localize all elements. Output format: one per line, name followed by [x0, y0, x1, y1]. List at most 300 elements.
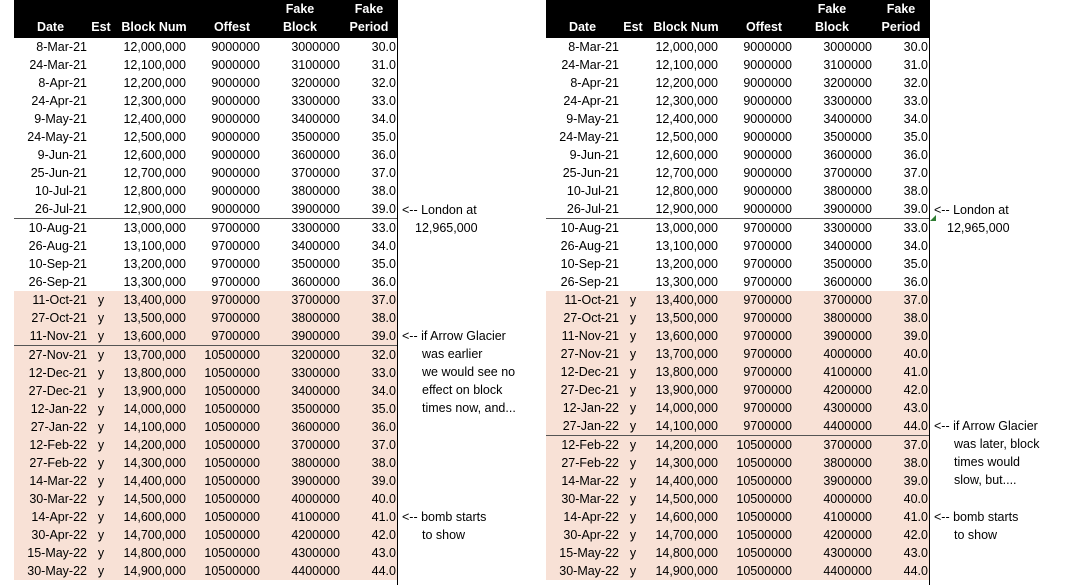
row-block-num[interactable]: 14,600,000 — [655, 510, 718, 524]
row-block-num[interactable]: 12,900,000 — [123, 202, 186, 216]
row-offset[interactable]: 9700000 — [211, 221, 260, 235]
row-fake-block[interactable]: 3500000 — [291, 402, 340, 416]
row-date[interactable]: 24-May-21 — [559, 130, 619, 144]
row-block-num[interactable]: 12,900,000 — [655, 202, 718, 216]
row-offset[interactable]: 9000000 — [211, 148, 260, 162]
row-fake-period[interactable]: 44.0 — [371, 564, 396, 578]
row-fake-period[interactable]: 41.0 — [903, 510, 928, 524]
row-date[interactable]: 30-May-22 — [559, 564, 619, 578]
row-est[interactable] — [94, 273, 108, 291]
row-fake-period[interactable]: 32.0 — [371, 348, 396, 362]
row-fake-period[interactable]: 33.0 — [371, 366, 396, 380]
row-est[interactable]: y — [629, 474, 637, 488]
row-est[interactable]: y — [97, 492, 105, 506]
row-fake-period[interactable]: 36.0 — [371, 420, 396, 434]
row-offset[interactable]: 10500000 — [204, 366, 260, 380]
row-block-num[interactable]: 13,500,000 — [123, 311, 186, 325]
row-date[interactable]: 26-Jul-21 — [566, 202, 619, 216]
row-date[interactable]: 27-Nov-21 — [560, 347, 619, 361]
row-est[interactable]: y — [97, 329, 105, 343]
row-block-num[interactable]: 13,100,000 — [655, 239, 718, 253]
row-block-num[interactable]: 14,400,000 — [123, 474, 186, 488]
row-est[interactable]: y — [629, 456, 637, 470]
row-date[interactable]: 11-Nov-21 — [561, 329, 619, 343]
row-est[interactable]: y — [97, 510, 105, 524]
row-date[interactable]: 27-Dec-21 — [28, 384, 87, 398]
row-offset[interactable]: 10500000 — [204, 384, 260, 398]
row-fake-block[interactable]: 4100000 — [291, 510, 340, 524]
row-date[interactable]: 24-Apr-21 — [563, 94, 619, 108]
row-block-num[interactable]: 14,200,000 — [123, 438, 186, 452]
row-date[interactable]: 12-Jan-22 — [30, 402, 87, 416]
row-block-num[interactable]: 13,400,000 — [123, 293, 186, 307]
row-est[interactable]: y — [97, 564, 105, 578]
row-offset[interactable]: 9700000 — [743, 293, 792, 307]
row-est[interactable]: y — [97, 402, 105, 416]
row-est[interactable] — [94, 164, 108, 182]
row-est[interactable] — [626, 92, 640, 110]
row-fake-period[interactable]: 37.0 — [371, 166, 396, 180]
row-fake-period[interactable]: 40.0 — [903, 347, 928, 361]
row-fake-period[interactable]: 39.0 — [371, 474, 396, 488]
row-fake-block[interactable]: 3700000 — [823, 438, 872, 452]
row-fake-block[interactable]: 3700000 — [823, 293, 872, 307]
row-offset[interactable]: 10500000 — [204, 438, 260, 452]
row-fake-period[interactable]: 38.0 — [371, 184, 396, 198]
row-fake-period[interactable]: 36.0 — [903, 275, 928, 289]
row-date[interactable]: 10-Sep-21 — [560, 257, 619, 271]
row-est[interactable] — [94, 237, 108, 255]
row-date[interactable]: 30-Apr-22 — [31, 528, 87, 542]
row-offset[interactable]: 9700000 — [743, 329, 792, 343]
row-fake-period[interactable]: 42.0 — [903, 528, 928, 542]
row-offset[interactable]: 10500000 — [204, 564, 260, 578]
row-block-num[interactable]: 13,400,000 — [655, 293, 718, 307]
row-offset[interactable]: 9000000 — [743, 148, 792, 162]
row-date[interactable]: 30-Mar-22 — [29, 492, 87, 506]
row-est[interactable] — [94, 200, 108, 218]
row-fake-block[interactable]: 3900000 — [823, 474, 872, 488]
row-fake-block[interactable]: 3800000 — [823, 311, 872, 325]
row-est[interactable]: y — [629, 419, 637, 433]
row-fake-block[interactable]: 3100000 — [823, 58, 872, 72]
row-fake-block[interactable]: 4000000 — [291, 492, 340, 506]
row-fake-block[interactable]: 4000000 — [823, 347, 872, 361]
row-fake-block[interactable]: 3100000 — [291, 58, 340, 72]
row-block-num[interactable]: 14,100,000 — [123, 420, 186, 434]
row-fake-period[interactable]: 43.0 — [903, 546, 928, 560]
row-offset[interactable]: 10500000 — [204, 420, 260, 434]
row-offset[interactable]: 9000000 — [211, 166, 260, 180]
row-fake-period[interactable]: 39.0 — [903, 329, 928, 343]
row-fake-period[interactable]: 37.0 — [371, 293, 396, 307]
row-offset[interactable]: 10500000 — [736, 510, 792, 524]
row-offset[interactable]: 9700000 — [211, 275, 260, 289]
row-fake-block[interactable]: 4100000 — [823, 365, 872, 379]
row-date[interactable]: 30-Mar-22 — [561, 492, 619, 506]
row-est[interactable]: y — [97, 366, 105, 380]
row-block-num[interactable]: 12,000,000 — [123, 40, 186, 54]
row-fake-period[interactable]: 33.0 — [903, 221, 928, 235]
row-fake-block[interactable]: 4200000 — [291, 528, 340, 542]
row-fake-block[interactable]: 3800000 — [291, 184, 340, 198]
row-date[interactable]: 10-Aug-21 — [28, 221, 87, 235]
row-fake-block[interactable]: 3200000 — [291, 76, 340, 90]
row-offset[interactable]: 9700000 — [211, 239, 260, 253]
row-fake-period[interactable]: 37.0 — [903, 166, 928, 180]
row-block-num[interactable]: 13,200,000 — [655, 257, 718, 271]
row-fake-block[interactable]: 3900000 — [291, 474, 340, 488]
row-fake-block[interactable]: 3300000 — [291, 94, 340, 108]
row-date[interactable]: 24-Mar-21 — [561, 58, 619, 72]
row-est[interactable] — [94, 219, 108, 237]
row-block-num[interactable]: 13,900,000 — [123, 384, 186, 398]
row-fake-block[interactable]: 3600000 — [291, 275, 340, 289]
row-block-num[interactable]: 14,800,000 — [655, 546, 718, 560]
row-date[interactable]: 24-May-21 — [27, 130, 87, 144]
row-fake-block[interactable]: 3300000 — [823, 221, 872, 235]
row-est[interactable] — [626, 200, 640, 218]
row-date[interactable]: 14-Apr-22 — [563, 510, 619, 524]
row-offset[interactable]: 9000000 — [211, 76, 260, 90]
row-offset[interactable]: 9000000 — [743, 40, 792, 54]
row-offset[interactable]: 10500000 — [204, 528, 260, 542]
row-fake-block[interactable]: 4400000 — [823, 419, 872, 433]
row-block-num[interactable]: 13,800,000 — [123, 366, 186, 380]
row-date[interactable]: 8-Apr-21 — [38, 76, 87, 90]
row-fake-block[interactable]: 3400000 — [291, 239, 340, 253]
row-offset[interactable]: 9000000 — [743, 94, 792, 108]
row-offset[interactable]: 9000000 — [211, 202, 260, 216]
row-fake-period[interactable]: 37.0 — [371, 438, 396, 452]
row-block-num[interactable]: 12,200,000 — [123, 76, 186, 90]
row-date[interactable]: 24-Mar-21 — [29, 58, 87, 72]
row-fake-period[interactable]: 33.0 — [903, 94, 928, 108]
row-block-num[interactable]: 12,600,000 — [655, 148, 718, 162]
row-block-num[interactable]: 12,500,000 — [123, 130, 186, 144]
row-offset[interactable]: 10500000 — [204, 456, 260, 470]
row-block-num[interactable]: 14,900,000 — [655, 564, 718, 578]
row-offset[interactable]: 9000000 — [743, 202, 792, 216]
row-date[interactable]: 27-Oct-21 — [31, 311, 87, 325]
row-offset[interactable]: 9700000 — [743, 401, 792, 415]
row-est[interactable] — [94, 128, 108, 146]
row-est[interactable] — [94, 146, 108, 164]
row-fake-block[interactable]: 3500000 — [291, 130, 340, 144]
row-fake-block[interactable]: 3200000 — [823, 76, 872, 90]
row-block-num[interactable]: 14,800,000 — [123, 546, 186, 560]
row-block-num[interactable]: 14,900,000 — [123, 564, 186, 578]
row-fake-period[interactable]: 40.0 — [903, 492, 928, 506]
row-fake-period[interactable]: 31.0 — [371, 58, 396, 72]
row-est[interactable] — [626, 146, 640, 164]
row-block-num[interactable]: 14,500,000 — [123, 492, 186, 506]
row-fake-block[interactable]: 3800000 — [291, 311, 340, 325]
row-date[interactable]: 12-Dec-21 — [560, 365, 619, 379]
row-fake-period[interactable]: 39.0 — [903, 202, 928, 216]
row-fake-period[interactable]: 32.0 — [371, 76, 396, 90]
row-block-num[interactable]: 13,700,000 — [123, 348, 186, 362]
row-date[interactable]: 15-May-22 — [559, 546, 619, 560]
row-offset[interactable]: 9000000 — [743, 184, 792, 198]
row-offset[interactable]: 10500000 — [736, 528, 792, 542]
row-date[interactable]: 10-Jul-21 — [34, 184, 87, 198]
row-fake-block[interactable]: 4200000 — [823, 528, 872, 542]
row-fake-period[interactable]: 36.0 — [903, 148, 928, 162]
row-block-num[interactable]: 13,500,000 — [655, 311, 718, 325]
row-block-num[interactable]: 13,000,000 — [123, 221, 186, 235]
row-est[interactable]: y — [629, 510, 637, 524]
row-fake-block[interactable]: 3900000 — [291, 202, 340, 216]
row-fake-period[interactable]: 36.0 — [371, 275, 396, 289]
row-fake-block[interactable]: 3500000 — [291, 257, 340, 271]
row-fake-period[interactable]: 35.0 — [371, 402, 396, 416]
row-est[interactable] — [94, 38, 108, 56]
row-fake-period[interactable]: 30.0 — [371, 40, 396, 54]
row-date[interactable]: 26-Sep-21 — [560, 275, 619, 289]
row-block-num[interactable]: 12,600,000 — [123, 148, 186, 162]
row-block-num[interactable]: 14,700,000 — [123, 528, 186, 542]
row-offset[interactable]: 9000000 — [743, 130, 792, 144]
row-offset[interactable]: 9000000 — [211, 184, 260, 198]
row-fake-period[interactable]: 35.0 — [903, 257, 928, 271]
row-block-num[interactable]: 13,900,000 — [655, 383, 718, 397]
row-offset[interactable]: 9700000 — [743, 383, 792, 397]
row-fake-block[interactable]: 3900000 — [823, 329, 872, 343]
row-offset[interactable]: 9000000 — [211, 112, 260, 126]
row-offset[interactable]: 9700000 — [743, 257, 792, 271]
row-block-num[interactable]: 12,400,000 — [655, 112, 718, 126]
row-fake-block[interactable]: 3600000 — [823, 275, 872, 289]
row-date[interactable]: 14-Mar-22 — [561, 474, 619, 488]
row-block-num[interactable]: 14,600,000 — [123, 510, 186, 524]
row-block-num[interactable]: 12,100,000 — [123, 58, 186, 72]
row-block-num[interactable]: 14,000,000 — [123, 402, 186, 416]
row-date[interactable]: 27-Feb-22 — [561, 456, 619, 470]
row-block-num[interactable]: 14,300,000 — [123, 456, 186, 470]
row-fake-period[interactable]: 39.0 — [903, 474, 928, 488]
row-date[interactable]: 24-Apr-21 — [31, 94, 87, 108]
row-est[interactable]: y — [97, 438, 105, 452]
row-block-num[interactable]: 12,800,000 — [655, 184, 718, 198]
row-date[interactable]: 27-Nov-21 — [28, 348, 87, 362]
row-fake-block[interactable]: 3300000 — [823, 94, 872, 108]
row-offset[interactable]: 9700000 — [743, 347, 792, 361]
row-est[interactable] — [94, 110, 108, 128]
row-date[interactable]: 26-Sep-21 — [28, 275, 87, 289]
row-offset[interactable]: 10500000 — [736, 546, 792, 560]
row-est[interactable] — [626, 164, 640, 182]
row-fake-block[interactable]: 3800000 — [823, 456, 872, 470]
row-est[interactable]: y — [97, 348, 105, 362]
row-est[interactable] — [626, 128, 640, 146]
row-block-num[interactable]: 14,300,000 — [655, 456, 718, 470]
row-fake-block[interactable]: 4300000 — [291, 546, 340, 560]
row-date[interactable]: 14-Mar-22 — [29, 474, 87, 488]
row-fake-period[interactable]: 44.0 — [903, 564, 928, 578]
row-fake-block[interactable]: 4300000 — [823, 401, 872, 415]
row-fake-period[interactable]: 36.0 — [371, 148, 396, 162]
row-fake-block[interactable]: 4200000 — [823, 383, 872, 397]
row-est[interactable]: y — [629, 546, 637, 560]
row-fake-block[interactable]: 4400000 — [291, 564, 340, 578]
row-offset[interactable]: 9700000 — [211, 311, 260, 325]
row-fake-block[interactable]: 3700000 — [291, 293, 340, 307]
row-est[interactable] — [626, 74, 640, 92]
row-block-num[interactable]: 13,300,000 — [655, 275, 718, 289]
row-fake-block[interactable]: 3300000 — [291, 366, 340, 380]
row-fake-period[interactable]: 38.0 — [371, 456, 396, 470]
row-date[interactable]: 11-Nov-21 — [29, 329, 87, 343]
row-fake-period[interactable]: 34.0 — [371, 112, 396, 126]
row-date[interactable]: 12-Feb-22 — [29, 438, 87, 452]
row-date[interactable]: 10-Sep-21 — [28, 257, 87, 271]
row-block-num[interactable]: 14,200,000 — [655, 438, 718, 452]
row-est[interactable] — [94, 182, 108, 200]
row-est[interactable] — [626, 182, 640, 200]
row-block-num[interactable]: 12,300,000 — [123, 94, 186, 108]
row-block-num[interactable]: 14,100,000 — [655, 419, 718, 433]
row-fake-block[interactable]: 3700000 — [291, 438, 340, 452]
row-fake-period[interactable]: 33.0 — [371, 94, 396, 108]
row-date[interactable]: 11-Oct-21 — [564, 293, 619, 307]
row-block-num[interactable]: 12,100,000 — [655, 58, 718, 72]
row-block-num[interactable]: 14,400,000 — [655, 474, 718, 488]
row-date[interactable]: 8-Mar-21 — [568, 40, 619, 54]
row-block-num[interactable]: 12,400,000 — [123, 112, 186, 126]
row-date[interactable]: 8-Mar-21 — [36, 40, 87, 54]
row-fake-period[interactable]: 30.0 — [903, 40, 928, 54]
row-fake-period[interactable]: 37.0 — [903, 293, 928, 307]
row-fake-block[interactable]: 3400000 — [823, 112, 872, 126]
row-date[interactable]: 27-Dec-21 — [560, 383, 619, 397]
row-offset[interactable]: 10500000 — [736, 474, 792, 488]
row-date[interactable]: 9-Jun-21 — [37, 148, 87, 162]
row-fake-block[interactable]: 3800000 — [823, 184, 872, 198]
row-fake-block[interactable]: 4100000 — [823, 510, 872, 524]
row-fake-block[interactable]: 3800000 — [291, 456, 340, 470]
row-fake-block[interactable]: 3600000 — [823, 148, 872, 162]
row-fake-block[interactable]: 3300000 — [291, 221, 340, 235]
row-est[interactable] — [626, 56, 640, 74]
row-est[interactable] — [626, 219, 640, 237]
row-fake-period[interactable]: 35.0 — [371, 130, 396, 144]
row-block-num[interactable]: 12,000,000 — [655, 40, 718, 54]
row-fake-block[interactable]: 4000000 — [823, 492, 872, 506]
row-fake-block[interactable]: 3500000 — [823, 130, 872, 144]
row-fake-period[interactable]: 40.0 — [371, 492, 396, 506]
row-fake-period[interactable]: 35.0 — [903, 130, 928, 144]
row-offset[interactable]: 10500000 — [204, 348, 260, 362]
row-est[interactable]: y — [97, 546, 105, 560]
row-est[interactable]: y — [629, 528, 637, 542]
row-fake-period[interactable]: 37.0 — [903, 438, 928, 452]
row-est[interactable]: y — [97, 528, 105, 542]
row-block-num[interactable]: 13,200,000 — [123, 257, 186, 271]
row-est[interactable]: y — [97, 474, 105, 488]
row-est[interactable]: y — [97, 456, 105, 470]
row-fake-period[interactable]: 32.0 — [903, 76, 928, 90]
row-offset[interactable]: 10500000 — [204, 510, 260, 524]
row-fake-block[interactable]: 3900000 — [823, 202, 872, 216]
row-fake-block[interactable]: 3000000 — [291, 40, 340, 54]
row-date[interactable]: 10-Aug-21 — [560, 221, 619, 235]
row-block-num[interactable]: 12,700,000 — [655, 166, 718, 180]
row-date[interactable]: 15-May-22 — [27, 546, 87, 560]
row-date[interactable]: 25-Jun-21 — [30, 166, 87, 180]
row-offset[interactable]: 9000000 — [211, 130, 260, 144]
row-offset[interactable]: 10500000 — [204, 474, 260, 488]
row-block-num[interactable]: 13,800,000 — [655, 365, 718, 379]
row-block-num[interactable]: 13,700,000 — [655, 347, 718, 361]
row-fake-period[interactable]: 34.0 — [903, 239, 928, 253]
row-block-num[interactable]: 13,300,000 — [123, 275, 186, 289]
row-date[interactable]: 26-Aug-21 — [28, 239, 87, 253]
row-offset[interactable]: 9000000 — [743, 76, 792, 90]
row-est[interactable]: y — [629, 492, 637, 506]
row-block-num[interactable]: 14,700,000 — [655, 528, 718, 542]
row-date[interactable]: 14-Apr-22 — [31, 510, 87, 524]
row-est[interactable]: y — [97, 311, 105, 325]
row-est[interactable] — [626, 273, 640, 291]
row-offset[interactable]: 10500000 — [736, 492, 792, 506]
row-block-num[interactable]: 13,100,000 — [123, 239, 186, 253]
row-fake-period[interactable]: 35.0 — [371, 257, 396, 271]
row-date[interactable]: 11-Oct-21 — [32, 293, 87, 307]
row-offset[interactable]: 9000000 — [211, 40, 260, 54]
row-fake-period[interactable]: 39.0 — [371, 202, 396, 216]
row-offset[interactable]: 9700000 — [743, 365, 792, 379]
row-block-num[interactable]: 13,000,000 — [655, 221, 718, 235]
row-fake-block[interactable]: 3700000 — [291, 166, 340, 180]
row-fake-block[interactable]: 3400000 — [291, 112, 340, 126]
row-date[interactable]: 12-Jan-22 — [562, 401, 619, 415]
row-date[interactable]: 25-Jun-21 — [562, 166, 619, 180]
row-fake-period[interactable]: 38.0 — [371, 311, 396, 325]
row-est[interactable]: y — [629, 329, 637, 343]
row-offset[interactable]: 9700000 — [743, 275, 792, 289]
row-fake-period[interactable]: 39.0 — [371, 329, 396, 343]
row-est[interactable]: y — [629, 564, 637, 578]
row-date[interactable]: 27-Jan-22 — [30, 420, 87, 434]
row-est[interactable] — [626, 237, 640, 255]
row-fake-period[interactable]: 41.0 — [903, 365, 928, 379]
row-fake-period[interactable]: 38.0 — [903, 184, 928, 198]
row-block-num[interactable]: 14,500,000 — [655, 492, 718, 506]
row-est[interactable] — [94, 74, 108, 92]
row-fake-block[interactable]: 4400000 — [823, 564, 872, 578]
row-est[interactable] — [94, 56, 108, 74]
row-date[interactable]: 26-Jul-21 — [34, 202, 87, 216]
row-offset[interactable]: 9700000 — [743, 221, 792, 235]
row-fake-block[interactable]: 3000000 — [823, 40, 872, 54]
row-est[interactable]: y — [97, 420, 105, 434]
row-date[interactable]: 9-May-21 — [34, 112, 87, 126]
row-offset[interactable]: 9700000 — [211, 257, 260, 271]
row-est[interactable]: y — [629, 438, 637, 452]
row-date[interactable]: 12-Dec-21 — [28, 366, 87, 380]
row-block-num[interactable]: 13,600,000 — [123, 329, 186, 343]
row-offset[interactable]: 10500000 — [204, 402, 260, 416]
row-est[interactable] — [626, 110, 640, 128]
row-date[interactable]: 9-Jun-21 — [569, 148, 619, 162]
row-est[interactable]: y — [629, 401, 637, 415]
row-date[interactable]: 26-Aug-21 — [560, 239, 619, 253]
row-est[interactable]: y — [629, 365, 637, 379]
row-est[interactable]: y — [629, 311, 637, 325]
row-offset[interactable]: 9000000 — [743, 58, 792, 72]
row-fake-block[interactable]: 4300000 — [823, 546, 872, 560]
